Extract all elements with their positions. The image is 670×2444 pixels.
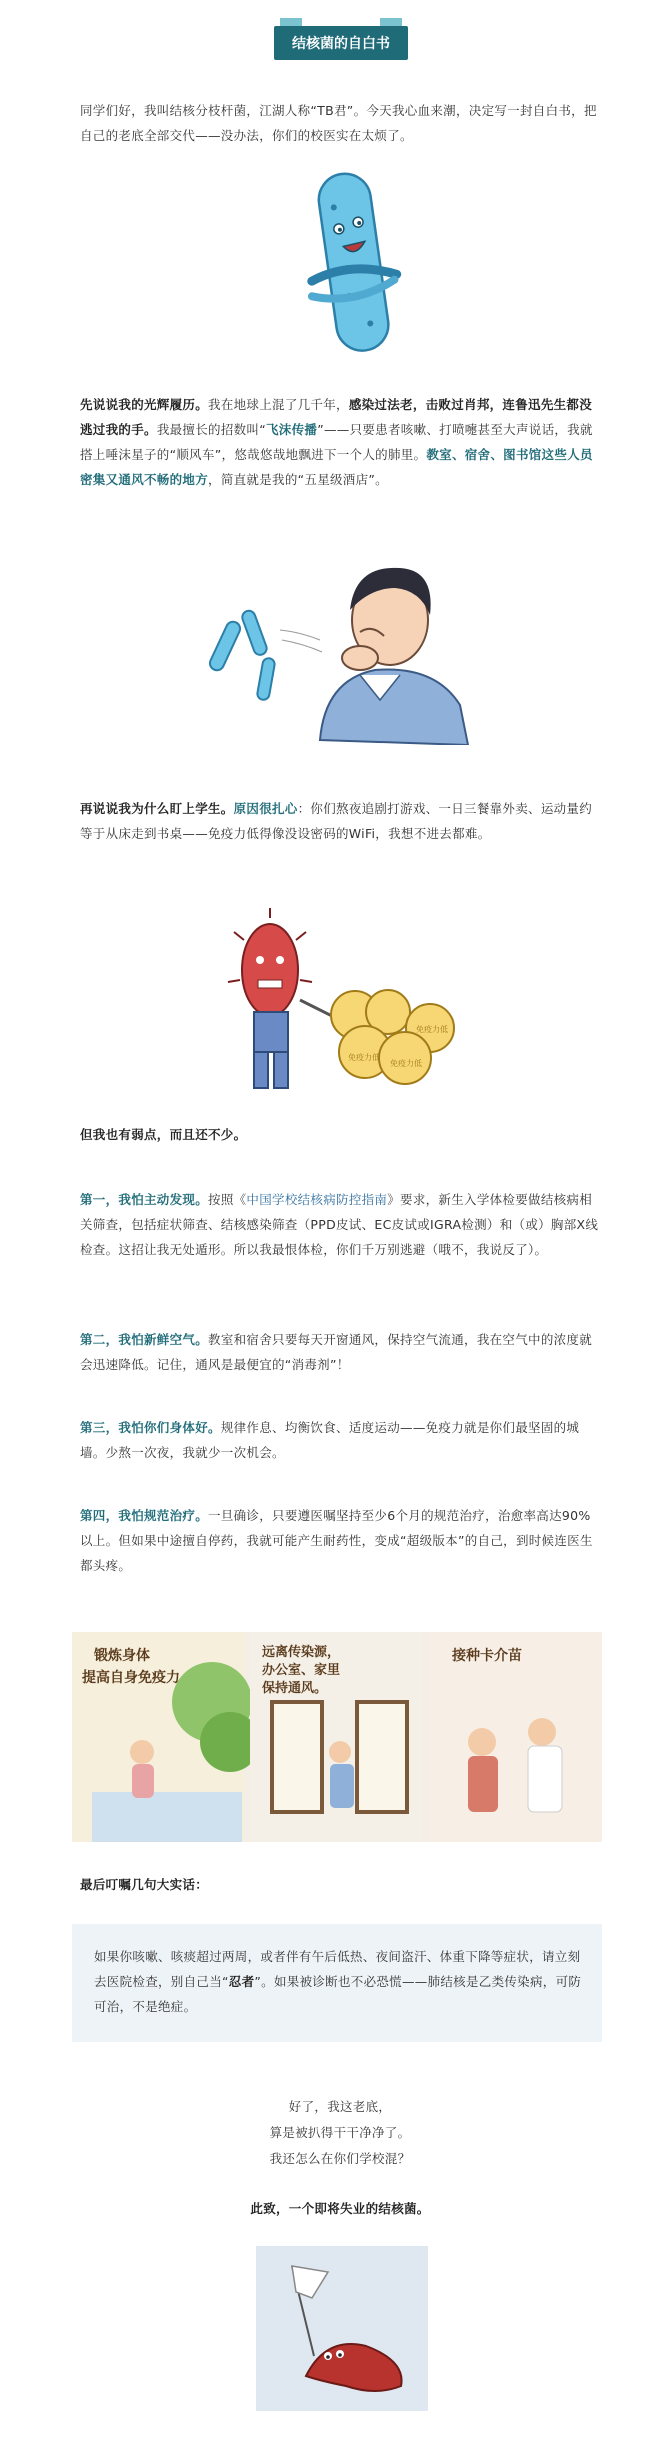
advice-paragraph xyxy=(94,1944,584,2019)
surrender-bacteria-image xyxy=(256,2246,428,2411)
panel-1-line-1: 锻炼身体 xyxy=(94,1648,150,1664)
weakness-paragraph xyxy=(80,1122,600,1147)
fear-3-text: 规律作息、均衡饮食、适度运动——免疫力就是你们最坚固的城墙。少熬一次夜，我就少一次机会。 xyxy=(80,1420,580,1460)
ending-line-2 xyxy=(80,2120,600,2145)
fear-4-heading: 第四，我怕规范治疗。 xyxy=(80,1508,209,1523)
fear-1-text-2: 》要求，新生入学体检要做结核病相关筛查，包括症状筛查、结核感染筛查（PPD皮试、EC皮试或IGRA检测）和（或）胸部X线检查。这招让我无处遁形。所以我最恨体检，你们千万别逃避（哦不，我说反了）。 xyxy=(80,1192,599,1257)
shield-label-3: 免疫力低 xyxy=(416,1025,448,1034)
crowded-places-highlight: 教室、宿舍、图书馆这些人员密集又通风不畅的地方 xyxy=(80,447,593,487)
history-lead: 先说说我的光辉履历。 xyxy=(80,397,209,412)
advice-heading-text: 最后叮嘱几句大实话： xyxy=(80,1877,209,1892)
fear-2-text: 教室和宿舍只要每天开窗通风，保持空气流通，我在空气中的浓度就会迅速降低。记住，通风是最便宜的“消毒剂”！ xyxy=(80,1332,593,1372)
panel-3-line-1: 接种卡介苗 xyxy=(452,1648,522,1664)
bacteria-mascot-image xyxy=(290,165,420,360)
fear-4-text: 一旦确诊，只要遵医嘱坚持至少6个月的规范治疗，治愈率高达90%以上。但如果中途擅自停药，我就可能产生耐药性，变成“超级版本”的自己，到时候连医生都头疼。 xyxy=(80,1508,593,1573)
ninja-highlight: 忍者 xyxy=(228,1974,255,1989)
panel-2-line-1: 远离传染源， xyxy=(262,1645,341,1660)
prevention-panels-image xyxy=(72,1632,602,1842)
intro-paragraph xyxy=(80,98,600,148)
panel-2-line-2: 办公室、家里 xyxy=(262,1663,341,1678)
fear-1-paragraph xyxy=(80,1187,600,1262)
fear-1-text-1: 按照《 xyxy=(208,1192,247,1207)
fear-4-paragraph xyxy=(80,1503,600,1578)
history-text-2: 我最擅长的招数叫“ xyxy=(156,422,266,437)
advice-text-2: ”。如果被诊断也不必恐慌——肺结核是乙类传染病，可防可治，不是绝症。 xyxy=(94,1974,582,2014)
reason-highlight: 原因很扎心 xyxy=(233,801,298,816)
banner-tab-right xyxy=(380,18,402,26)
ending-text-3: 我还怎么在你们学校混？ xyxy=(269,2151,411,2166)
ending-text-1: 好了，我这老底， xyxy=(288,2099,392,2114)
banner-tab-left xyxy=(280,18,302,26)
ending-line-1 xyxy=(80,2094,600,2119)
advice-text-1: 如果你咳嗽、咳痰超过两周，或者伴有午后低热、夜间盗汗、体重下降等症状，请立刻去医院检查，别自己当“ xyxy=(94,1949,581,1989)
fear-1-heading: 第一，我怕主动发现。 xyxy=(80,1192,209,1207)
students-lead: 再说说我为什么盯上学生。 xyxy=(80,801,234,816)
signature xyxy=(80,2196,600,2221)
students-text: ：你们熬夜追剧打游戏、一日三餐靠外卖、运动量约等于从床走到书桌——免疫力低得像没设密码的WiFi，我想不进去都难。 xyxy=(80,801,593,841)
signature-text: 此致，一个即将失业的结核菌。 xyxy=(250,2201,430,2216)
bacteria-attack-image xyxy=(210,900,460,1100)
fear-3-heading: 第三，我怕你们身体好。 xyxy=(80,1420,221,1435)
fear-3-paragraph xyxy=(80,1415,600,1465)
droplet-transmission-highlight: 飞沫传播 xyxy=(266,422,318,437)
history-text-1: 我在地球上混了几千年， xyxy=(208,397,349,412)
weakness-text: 但我也有弱点，而且还不少。 xyxy=(80,1127,247,1142)
fear-2-heading: 第二，我怕新鲜空气。 xyxy=(80,1332,209,1347)
shield-label-1: 免疫力低 xyxy=(348,1053,380,1062)
intro-text: 同学们好，我叫结核分枝杆菌，江湖人称“TB君”。今天我心血来潮，决定写一封自白书，把自己的老底全部交代——没办法，你们的校医实在太烦了。 xyxy=(80,103,597,143)
page-title: 结核菌的自白书 xyxy=(274,26,408,60)
panel-2-line-3: 保持通风。 xyxy=(262,1681,328,1696)
ending-text-2: 算是被扒得干干净净了。 xyxy=(269,2125,411,2140)
fear-2-paragraph xyxy=(80,1327,600,1377)
shield-label-2: 免疫力低 xyxy=(390,1059,422,1068)
students-paragraph xyxy=(80,796,600,846)
advice-heading xyxy=(80,1872,600,1897)
ending-line-3 xyxy=(80,2146,600,2171)
history-paragraph xyxy=(80,392,600,492)
guide-link[interactable]: 中国学校结核病防控指南 xyxy=(246,1192,388,1207)
title-banner xyxy=(274,18,408,60)
history-text-4: ，简直就是我的“五星级酒店”。 xyxy=(208,472,388,487)
history-bold: 感染过法老，击败过肖邦，连鲁迅先生都没逃过我的手。 xyxy=(80,397,593,437)
panel-1-line-2: 提高自身免疫力 xyxy=(82,1670,180,1686)
history-text-3: ”——只要患者咳嗽、打喷嚏甚至大声说话，我就搭上唾沫星子的“顺风车”，悠哉悠哉地飘进下一个人的肺里。 xyxy=(80,422,593,462)
coughing-man-image xyxy=(200,540,480,745)
